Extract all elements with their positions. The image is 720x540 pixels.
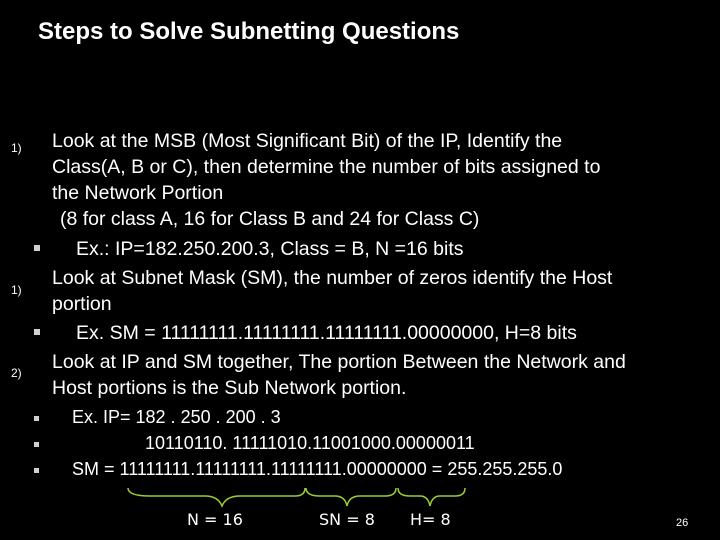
step-1-line-3: the Network Portion: [52, 182, 224, 204]
step-2-line-1: Look at Subnet Mask (SM), the number of zeros identify the Host: [52, 267, 613, 289]
step-1-line-1: Look at the MSB (Most Significant Bit) of the IP, Identify the: [52, 130, 563, 152]
step-1-number: 1): [11, 141, 22, 155]
step-1-line-4: (8 for class A, 16 for Class B and 24 for Class C): [60, 208, 480, 230]
step-3-line-1: Look at IP and SM together, The portion Between the Network and: [52, 351, 626, 373]
step-3-line-2: Host portions is the Sub Network portion.: [52, 377, 407, 399]
step-3-number: 2): [11, 366, 22, 380]
host-bits-label: H= 8: [410, 510, 451, 529]
subnet-bracket: [306, 488, 396, 506]
step-3-sub-sm: SM = 11111111.11111111.11111111.00000000 = 255.255.255.0: [72, 459, 563, 479]
slide-title: Steps to Solve Subnetting Questions: [38, 18, 460, 45]
step-2-example: Ex. SM = 11111111.11111111.11111111.00000000, H=8 bits: [76, 322, 577, 344]
host-bracket: [398, 488, 465, 506]
step-1-line-2: Class(A, B or C), then determine the number of bits assigned to: [52, 156, 601, 178]
step-3-sub-binary: 10110110. 11111010.11001000.00000011: [145, 433, 475, 453]
step-2-number: 1): [11, 283, 22, 297]
step-1-example: Ex.: IP=182.250.200.3, Class = B, N =16 bits: [76, 238, 464, 260]
network-bits-label: N = 16: [187, 510, 243, 529]
step-2-line-2: portion: [52, 293, 112, 315]
step-3-sub-ip: Ex. IP= 182 . 250 . 200 . 3: [72, 407, 281, 427]
network-bracket: [128, 488, 305, 506]
page-number: 26: [676, 517, 689, 529]
subnet-bits-label: SN = 8: [319, 510, 375, 529]
